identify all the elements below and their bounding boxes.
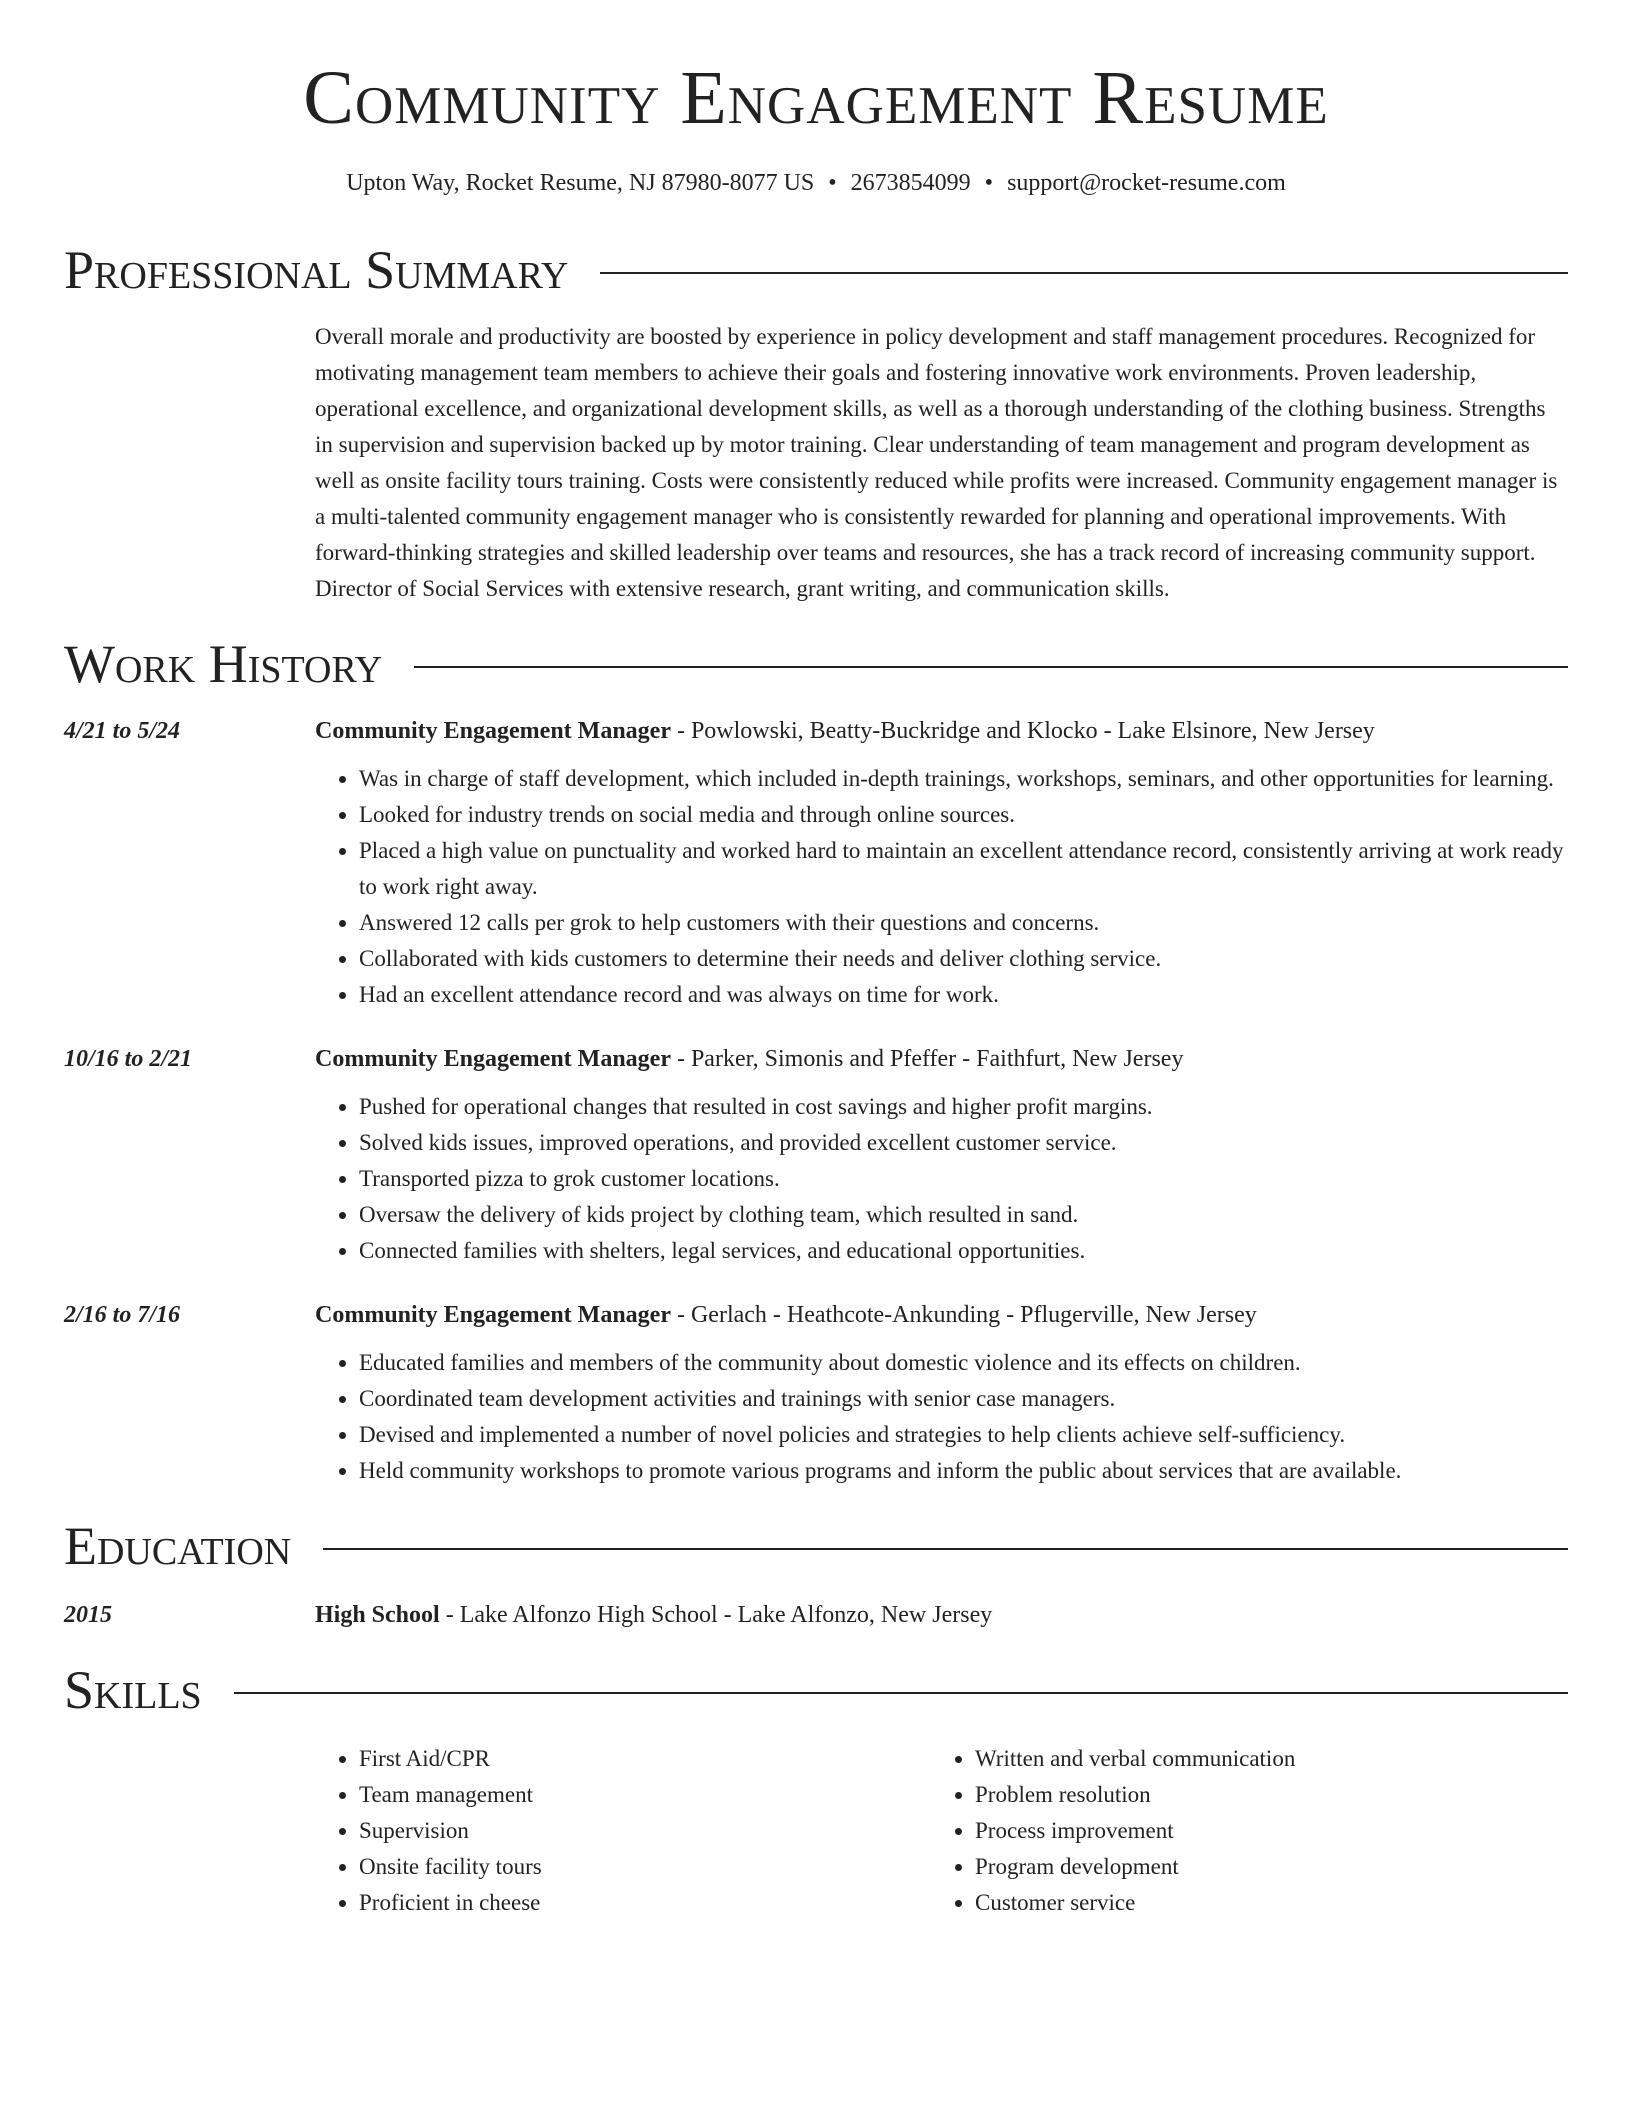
list-item: • Looked for industry trends on social media and through online sources. <box>359 797 1568 833</box>
education-heading: Education <box>64 1516 292 1576</box>
job-title: Community Engagement Manager <box>315 1046 671 1072</box>
contact-address: Upton Way, Rocket Resume, NJ 87980-8077 US <box>346 170 815 196</box>
job-employer: - Gerlach - Heathcote-Ankunding - Pflugerville, New Jersey <box>670 1302 1257 1328</box>
education-school: - Lake Alfonzo High School - Lake Alfonzo, New Jersey <box>439 1602 993 1628</box>
job-heading <box>315 713 1568 749</box>
job-employer: - Powlowski, Beatty-Buckridge and Klocko - Lake Elsinore, New Jersey <box>670 718 1375 744</box>
job-dates: 2/16 to 7/16 <box>64 1302 181 1328</box>
skills-section-header <box>64 1660 1568 1720</box>
list-item: • Collaborated with kids customers to determine their needs and deliver clothing service. <box>359 941 1568 977</box>
skill-item: • Onsite facility tours <box>359 1849 931 1885</box>
list-item: • Educated families and members of the community about domestic violence and its effects on children. <box>359 1345 1568 1381</box>
list-item: • Devised and implemented a number of novel policies and strategies to help clients achieve self-sufficiency. <box>359 1417 1568 1453</box>
education-section-header <box>64 1516 1568 1576</box>
resume-header <box>64 0 1568 197</box>
skills-column-left <box>315 1741 931 1921</box>
education-heading-line <box>315 1597 1568 1633</box>
list-item: • Was in charge of staff development, which included in-depth trainings, workshops, seminars, and other opportunities for learning. <box>359 761 1568 797</box>
list-item: • Answered 12 calls per grok to help customers with their questions and concerns. <box>359 905 1568 941</box>
work-heading: Work History <box>64 634 383 694</box>
skill-item: • First Aid/CPR <box>359 1741 931 1777</box>
job-dates: 10/16 to 2/21 <box>64 1046 193 1072</box>
job-bullets <box>315 1345 1568 1489</box>
contact-separator: • <box>984 170 994 196</box>
contact-phone: 2673854099 <box>850 170 971 196</box>
skill-item: • Customer service <box>975 1885 1547 1921</box>
job-dates: 4/21 to 5/24 <box>64 718 181 744</box>
list-item: • Transported pizza to grok customer locations. <box>359 1161 1568 1197</box>
section-divider <box>323 1548 1568 1550</box>
section-divider <box>234 1692 1568 1694</box>
skill-item: • Team management <box>359 1777 931 1813</box>
summary-text: Overall morale and productivity are boosted by experience in policy development and staff management procedures. Recognized for motivating management team members to achieve their goals and fostering innovative work environments. Proven leadership, operational excellence, and organizational development skills, as well as a thorough understanding of the clothing business. Strengths in supervision and supervision backed up by motor training. Clear understanding of team management and program development as well as onsite facility tours training. Costs were consistently reduced while profits were increased. Community engagement manager is a multi-talented community engagement manager who is consistently rewarded for planning and operational improvements. With forward-thinking strategies and skilled leadership over teams and resources, she has a track record of increasing community support. Director of Social Services with extensive research, grant writing, and communication skills. <box>315 324 1558 601</box>
summary-section-header <box>64 240 1568 300</box>
section-divider <box>414 666 1568 668</box>
skill-item: • Problem resolution <box>975 1777 1547 1813</box>
education-year: 2015 <box>64 1602 112 1628</box>
job-entry-2 <box>64 1041 1568 1269</box>
list-item: • Placed a high value on punctuality and worked hard to maintain an excellent attendance record, consistently arriving at work ready to work right away. <box>359 833 1568 905</box>
work-section-header <box>64 634 1568 694</box>
skill-item: • Supervision <box>359 1813 931 1849</box>
education-degree: High School <box>315 1602 440 1628</box>
list-item: • Pushed for operational changes that resulted in cost savings and higher profit margins. <box>359 1089 1568 1125</box>
job-title: Community Engagement Manager <box>315 718 671 744</box>
job-employer: - Parker, Simonis and Pfeffer - Faithfurt, New Jersey <box>670 1046 1184 1072</box>
list-item: • Had an excellent attendance record and was always on time for work. <box>359 977 1568 1013</box>
job-bullets <box>315 761 1568 1013</box>
summary-heading: Professional Summary <box>64 240 569 300</box>
contact-line <box>64 170 1568 197</box>
skill-item: • Written and verbal communication <box>975 1741 1547 1777</box>
skills-heading: Skills <box>64 1660 202 1720</box>
skill-item: • Proficient in cheese <box>359 1885 931 1921</box>
job-bullets <box>315 1089 1568 1269</box>
job-heading <box>315 1041 1568 1077</box>
resume-title: Community Engagement Resume <box>303 56 1329 140</box>
job-entry-3 <box>64 1297 1568 1489</box>
skill-item: • Process improvement <box>975 1813 1547 1849</box>
list-item: • Coordinated team development activities and trainings with senior case managers. <box>359 1381 1568 1417</box>
skills-list <box>315 1741 1568 1921</box>
list-item: • Oversaw the delivery of kids project by clothing team, which resulted in sand. <box>359 1197 1568 1233</box>
contact-email: support@rocket-resume.com <box>1007 170 1286 196</box>
skill-item: • Program development <box>975 1849 1547 1885</box>
section-divider <box>600 272 1568 274</box>
job-title: Community Engagement Manager <box>315 1302 671 1328</box>
education-entry <box>64 1597 1568 1633</box>
job-heading <box>315 1297 1568 1333</box>
list-item: • Solved kids issues, improved operations, and provided excellent customer service. <box>359 1125 1568 1161</box>
contact-separator: • <box>828 170 837 196</box>
job-entry-1 <box>64 713 1568 1013</box>
skills-column-right <box>931 1741 1547 1921</box>
list-item: • Held community workshops to promote various programs and inform the public about services that are available. <box>359 1453 1568 1489</box>
list-item: • Connected families with shelters, legal services, and educational opportunities. <box>359 1233 1568 1269</box>
